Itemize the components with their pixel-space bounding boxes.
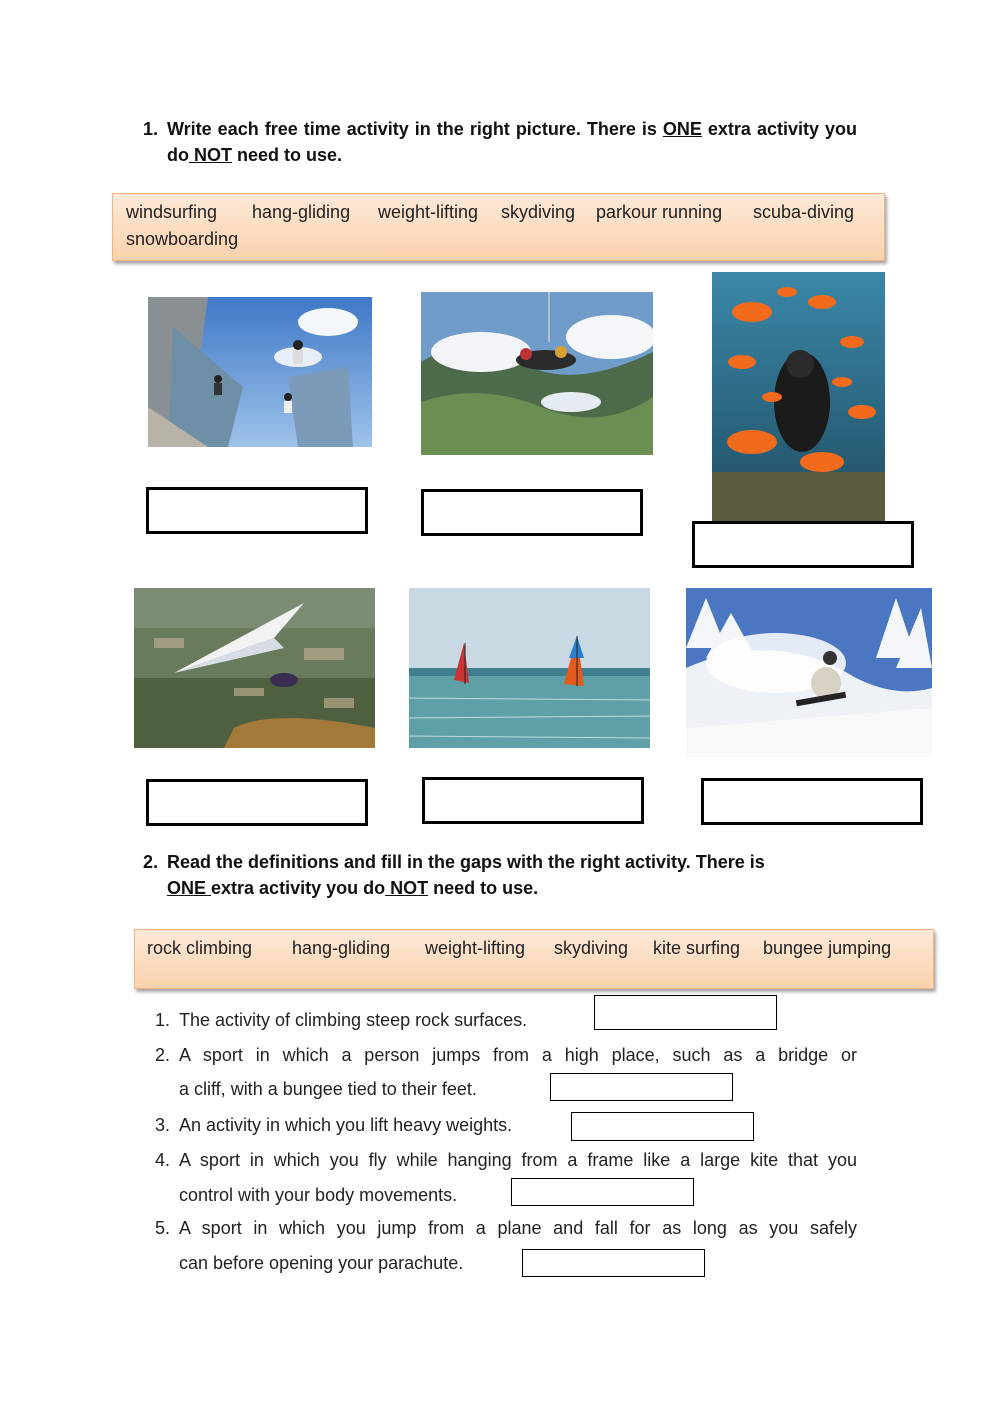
definition-text: An activity in which you lift heavy weights.	[179, 1115, 513, 1135]
definition-number: 2.	[155, 1045, 171, 1065]
answer-box-windsurfing[interactable]	[422, 777, 644, 824]
windsurfing-photo	[409, 588, 650, 748]
answer-box-skydiving[interactable]	[421, 489, 643, 536]
gap-definition-4[interactable]	[511, 1178, 694, 1206]
word-bank-item: kite surfing	[653, 938, 741, 958]
exercise1-number: 1.	[143, 119, 159, 139]
definition-text: The activity of climbing steep rock surfaces.	[179, 1010, 528, 1030]
definition-number: 1.	[155, 1010, 171, 1030]
definition-text-line2: control with your body movements.	[179, 1185, 458, 1205]
snowboarding-photo	[686, 588, 932, 757]
definition-text: A sport in which a person jumps from a high place, such as a bridge or	[179, 1045, 857, 1065]
word-bank-item: hang-gliding	[292, 938, 391, 958]
word-bank-item: rock climbing	[147, 938, 253, 958]
word-bank-item: hang-gliding	[252, 202, 351, 222]
definition-number: 3.	[155, 1115, 171, 1135]
word-bank-item: weight-lifting	[378, 202, 479, 222]
definition-text: A sport in which you jump from a plane and fall for as long as you safely	[179, 1218, 857, 1238]
exercise1-instruction	[143, 116, 857, 168]
exercise2-text-a: Read the definitions and fill in the gaps with the right activity. There is	[167, 852, 765, 872]
exercise2-word-bank	[134, 929, 934, 989]
exercise2-emph-one: ONE	[167, 878, 212, 898]
definition-2	[155, 1042, 857, 1102]
definition-text-line2: can before opening your parachute.	[179, 1253, 464, 1273]
word-bank-item: scuba-diving	[753, 202, 855, 222]
skydiving-photo	[421, 292, 653, 455]
word-bank-item: parkour running	[596, 202, 723, 222]
parkour-photo	[148, 297, 372, 447]
definition-text: A sport in which you fly while hanging from a frame like a large kite that you	[179, 1150, 857, 1170]
gap-definition-2[interactable]	[550, 1073, 733, 1101]
word-bank-item: snowboarding	[126, 229, 239, 249]
exercise2-number: 2.	[143, 852, 159, 872]
exercise1-word-bank	[112, 193, 885, 261]
word-bank-item: windsurfing	[126, 202, 218, 222]
definition-number: 4.	[155, 1150, 171, 1170]
exercise1-text-a: Write each free time activity in the right picture. There is	[167, 119, 663, 139]
definition-number: 5.	[155, 1218, 171, 1238]
answer-box-parkour[interactable]	[146, 487, 368, 534]
exercise2-text-b: extra activity you do	[211, 878, 386, 898]
answer-box-hang-gliding[interactable]	[146, 779, 368, 826]
answer-box-snowboarding[interactable]	[701, 778, 923, 825]
exercise2-emph-not: NOT	[385, 878, 429, 898]
definition-5	[155, 1215, 857, 1276]
exercise1-emph-not: NOT	[189, 145, 232, 165]
answer-box-scuba-diving[interactable]	[692, 521, 914, 568]
exercise2-instruction	[143, 849, 857, 901]
word-bank-item: weight-lifting	[425, 938, 526, 958]
exercise1-emph-one: ONE	[662, 119, 702, 139]
gap-definition-3[interactable]	[571, 1112, 754, 1141]
word-bank-item: skydiving	[554, 938, 629, 958]
exercise1-text-c: need to use.	[232, 145, 343, 165]
word-bank-item: bungee jumping	[763, 938, 892, 958]
exercise2-text-c: need to use.	[428, 878, 539, 898]
word-bank-item: skydiving	[501, 202, 576, 222]
exercise1-text-b: extra activity you do	[167, 119, 857, 165]
gap-definition-5[interactable]	[522, 1249, 705, 1277]
gap-definition-1[interactable]	[594, 995, 777, 1030]
scuba-diving-photo	[712, 272, 885, 524]
definition-text-line2: a cliff, with a bungee tied to their feet.	[179, 1079, 477, 1099]
definition-3	[155, 1112, 857, 1138]
hang-gliding-photo	[134, 588, 375, 748]
